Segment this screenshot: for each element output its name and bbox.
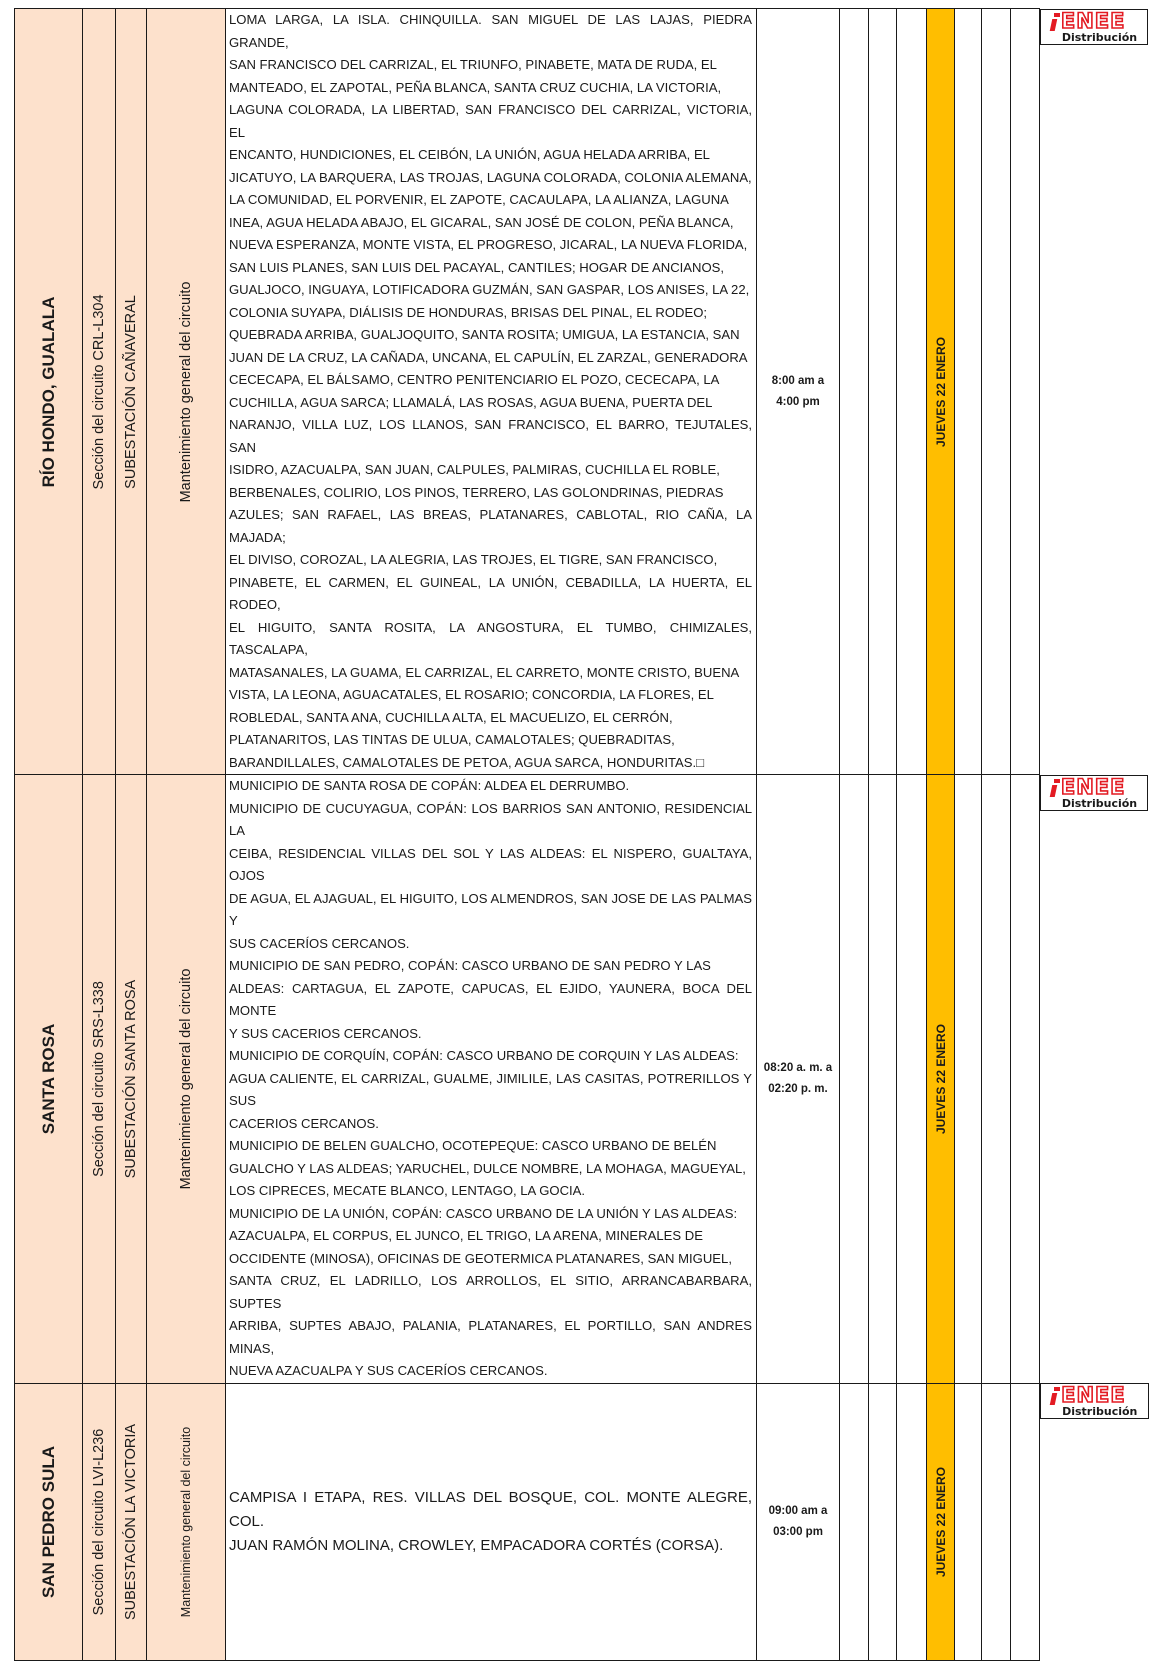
table-row xyxy=(15,9,1149,775)
empty-cell xyxy=(840,1383,869,1660)
subestacion-label: SUBESTACIÓN CAÑAVERAL xyxy=(123,294,139,489)
enee-mark-icon xyxy=(1051,776,1060,806)
schedule-table xyxy=(14,8,1149,1661)
trabajo-cell xyxy=(147,9,226,775)
enee-mark-icon xyxy=(1051,10,1060,40)
empty-cell xyxy=(869,9,897,775)
zona-label: SANTA ROSA xyxy=(38,1023,58,1134)
trabajo-cell xyxy=(147,1383,226,1660)
enee-logo: ENEE Distribución xyxy=(1051,776,1137,810)
horario-text: 08:20 a. m. a 02:20 p. m. xyxy=(763,1061,833,1095)
zona-label: RÍO HONDO, GUALALA xyxy=(38,296,58,487)
empty-cell xyxy=(982,9,1011,775)
fecha-cell xyxy=(927,775,955,1384)
empty-cell xyxy=(955,775,982,1384)
seccion-label: Sección del circuito SRS-L338 xyxy=(91,980,107,1177)
empty-cell xyxy=(955,1383,982,1660)
enee-logo: ENEE Distribución xyxy=(1051,1384,1137,1418)
logo-cell xyxy=(1040,9,1148,45)
areas-text: LOMA LARGA, LA ISLA. CHINQUILLA. SAN MIGUEL DE LAS LAJAS, PIEDRA GRANDE, SAN FRANCISCO DEL CARRIZAL, EL TRIUNFO, PINABETE, MATA DE RUDA, EL MANTEADO, EL ZAPOTAL, PEÑA BLANCA, SANTA CRUZ CUCHIA, LA VICTORIA, LAGUNA COLORADA, LA LIBERTAD, SAN FRANCISCO DEL CARRIZAL, VICTORIA, EL ENCANTO, HUNDICIONES, EL CEIBÓN, LA UNIÓN, AGUA HELADA ARRIBA, EL JICATUYO, LA BARQUERA, LAS TROJAS, LAGUNA COLORADA, COLONIA ALEMANA, LA COMUNIDAD, EL PORVENIR, EL ZAPOTE, CACAULAPA, LA ALIANZA, LAGUNA INEA, AGUA HELADA ABAJO, EL GICARAL, SAN JOSÉ DE COLON, PEÑA BLANCA, NUEVA ESPERANZA, MONTE VISTA, EL PROGRESO, JICARAL, LA NUEVA FLORIDA, SAN LUIS PLANES, SAN LUIS DEL PACAYAL, CANTILES; HOGAR DE ANCIANOS, GUALJOCO, INGUAYA, LOTIFICADORA GUZMÁN, SAN GASPAR, LOS ANISES, LA 22, COLONIA SUYAPA, DIÁLISIS DE HONDURAS, BRISAS DEL PINAL, EL RODEO; QUEBRADA ARRIBA, GUALJOQUITO, SANTA ROSITA; UMIGUA, LA ESTANCIA, SAN JUAN DE LA CRUZ, LA CAÑADA, UNCANA, EL CAPULÍN, EL ZARZAL, GENERADORA CECECAPA, EL BÁLSAMO, CENTRO PENITENCIARIO EL POZO, CECECAPA, LA CUCHILLA, AGUA SARCA; LLAMALÁ, LAS ROSAS, AGUA BUENA, PUERTA DEL NARANJO, VILLA LUZ, LOS LLANOS, SAN FRANCISCO, EL BARRO, TEJUTALES, SAN ISIDRO, AZACUALPA, SAN JUAN, CALPULES, PALMIRAS, CUCHILLA EL ROBLE, BERBENALES, COLIRIO, LOS PINOS, TERRERO, LAS GOLONDRINAS, PIEDRAS AZULES; SAN RAFAEL, LAS BREAS, PLATANARES, CABLOTAL, RIO CAÑA, LA MAJADA; EL DIVISO, COROZAL, LA ALEGRIA, LAS TROJES, EL TIGRE, SAN FRANCISCO, PINABETE, EL CARMEN, EL GUINEAL, LA UNIÓN, CEBADILLA, LA HUERTA, EL RODEO, EL HIGUITO, SANTA ROSITA, LA ANGOSTURA, EL TUMBO, CHIMIZALES, TASCALAPA, MATASANALES, LA GUAMA, EL CARRIZAL, EL CARRETO, MONTE CRISTO, BUENA VISTA, LA LEONA, AGUACATALES, EL ROSARIO; CONCORDIA, LA FLORES, EL ROBLEDAL, SANTA ANA, CUCHILLA ALTA, EL MACUELIZO, EL CERRÓN, PLATANARITOS, LAS TINTAS DE ULUA, CAMALOTALES; QUEBRADITAS, BARANDILLALES, CAMALOTALES DE PETOA, AGUA SARCA, HONDURITAS.□ xyxy=(229,12,752,770)
horario-cell xyxy=(757,9,840,775)
empty-cell xyxy=(1011,9,1040,775)
zona-label: SAN PEDRO SULA xyxy=(38,1445,58,1598)
subestacion-cell xyxy=(116,775,147,1384)
areas-text: MUNICIPIO DE SANTA ROSA DE COPÁN: ALDEA EL DERRUMBO. MUNICIPIO DE CUCUYAGUA, COPÁN: LOS BARRIOS SAN ANTONIO, RESIDENCIAL LA CEIBA, RESIDENCIAL VILLAS DEL SOL Y LAS ALDEAS: EL NISPERO, GUALTAYA, OJOS DE AGUA, EL AJAGUAL, EL HIGUITO, LOS ALMENDROS, SAN JOSE DE LAS PALMAS Y SUS CACERÍOS CERCANOS. MUNICIPIO DE SAN PEDRO, COPÁN: CASCO URBANO DE SAN PEDRO Y LAS ALDEAS: CARTAGUA, EL ZAPOTE, CAPUCAS, EL EJIDO, YAUNERA, BOCA DEL MONTE Y SUS CACERIOS CERCANOS. MUNICIPIO DE CORQUÍN, COPÁN: CASCO URBANO DE CORQUIN Y LAS ALDEAS: AGUA CALIENTE, EL CARRIZAL, GUALME, JIMILILE, LAS CASITAS, POTRERILLOS Y SUS CACERIOS CERCANOS. MUNICIPIO DE BELEN GUALCHO, OCOTEPEQUE: CASCO URBANO DE BELÉN GUALCHO Y LAS ALDEAS; YARUCHEL, DULCE NOMBRE, LA MOHAGA, MAGUEYAL, LOS CIPRECES, MECATE BLANCO, LENTAGO, LA GOCIA. MUNICIPIO DE LA UNIÓN, COPÁN: CASCO URBANO DE LA UNIÓN Y LAS ALDEAS: AZACUALPA, EL CORPUS, EL JUNCO, EL TRIGO, LA ARENA, MINERALES DE OCCIDENTE (MINOSA), OFICINAS DE GEOTERMICA PLATANARES, SAN MIGUEL, SANTA CRUZ, EL LADRILLO, LOS ARROLLOS, EL SITIO, ARRANCABARBARA, SUPTES ARRIBA, SUPTES ABAJO, PALANIA, PLATANARES, EL PORTILLO, SAN ANDRES MINAS, NUEVA AZACUALPA Y SUS CACERÍOS CERCANOS. xyxy=(229,778,752,1378)
subestacion-label: SUBESTACIÓN LA VICTORIA xyxy=(123,1423,139,1620)
enee-mark-icon xyxy=(1051,1384,1060,1414)
empty-cell xyxy=(982,775,1011,1384)
trabajo-label: Mantenimiento general del circuito xyxy=(178,281,194,502)
fecha-cell xyxy=(927,1383,955,1660)
empty-cell xyxy=(897,775,927,1384)
zona-cell xyxy=(15,1383,83,1660)
fecha-label: JUEVES 22 ENERO xyxy=(933,336,948,447)
trabajo-cell xyxy=(147,775,226,1384)
empty-cell xyxy=(840,9,869,775)
table-row xyxy=(15,1383,1149,1660)
table-row xyxy=(15,775,1149,1384)
empty-cell xyxy=(869,1383,897,1660)
seccion-label: Sección del circuito CRL-L304 xyxy=(91,293,107,490)
empty-cell xyxy=(1011,775,1040,1384)
seccion-cell xyxy=(83,9,116,775)
seccion-cell xyxy=(83,775,116,1384)
empty-cell xyxy=(897,1383,927,1660)
seccion-label: Sección del circuito LVI-L236 xyxy=(91,1428,107,1615)
empty-cell xyxy=(955,9,982,775)
logo-cell xyxy=(1040,775,1148,811)
subestacion-label: SUBESTACIÓN SANTA ROSA xyxy=(123,979,139,1178)
trabajo-label: Mantenimiento general del circuito xyxy=(178,968,194,1190)
seccion-cell xyxy=(83,1383,116,1660)
logo-cell xyxy=(1040,1383,1149,1419)
empty-cell xyxy=(840,775,869,1384)
areas-cell xyxy=(226,1383,757,1660)
horario-cell xyxy=(757,775,840,1384)
subestacion-cell xyxy=(116,9,147,775)
fecha-cell xyxy=(927,9,955,775)
empty-cell xyxy=(1011,1383,1040,1660)
fecha-label: JUEVES 22 ENERO xyxy=(933,1466,948,1577)
enee-logo: ENEE Distribución xyxy=(1051,10,1137,44)
horario-cell xyxy=(757,1383,840,1660)
areas-cell xyxy=(226,775,757,1384)
empty-cell xyxy=(869,775,897,1384)
zona-cell xyxy=(15,9,83,775)
areas-cell xyxy=(226,9,757,775)
horario-text: 8:00 am a 4:00 pm xyxy=(771,374,825,408)
trabajo-label: Mantenimiento general del circuito xyxy=(179,1426,193,1617)
areas-text: CAMPISA I ETAPA, RES. VILLAS DEL BOSQUE, COL. MONTE ALEGRE, COL. JUAN RAMÓN MOLINA, CROWLEY, EMPACADORA CORTÉS (CORSA). xyxy=(229,1488,752,1554)
empty-cell xyxy=(897,9,927,775)
subestacion-cell xyxy=(116,1383,147,1660)
empty-cell xyxy=(982,1383,1011,1660)
zona-cell xyxy=(15,775,83,1384)
fecha-label: JUEVES 22 ENERO xyxy=(933,1023,948,1134)
horario-text: 09:00 am a 03:00 pm xyxy=(768,1504,828,1538)
